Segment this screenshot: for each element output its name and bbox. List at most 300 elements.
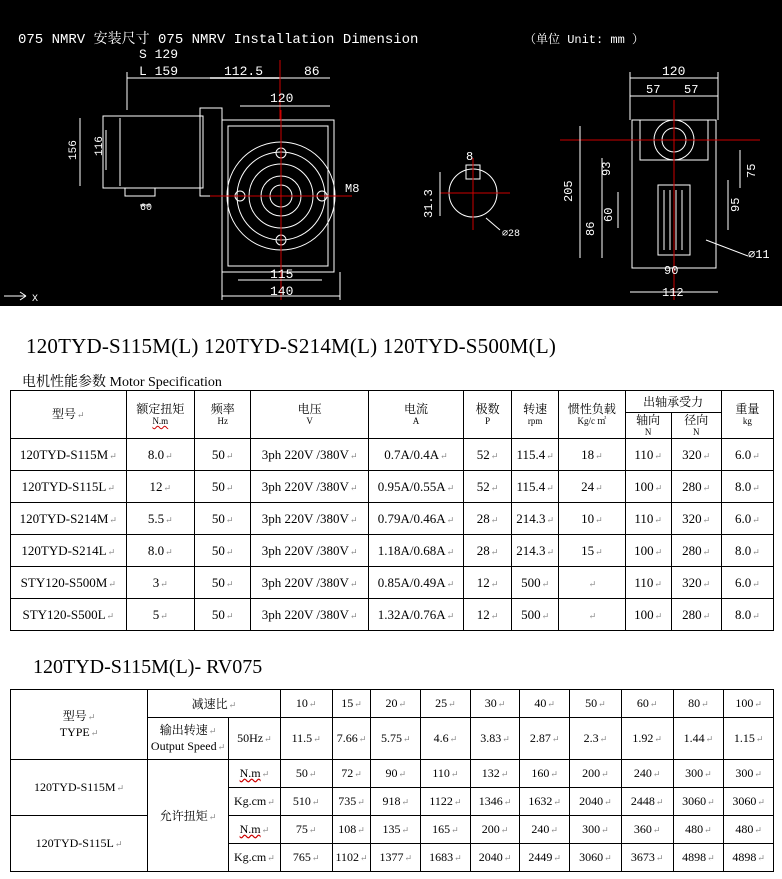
spec-cell-4-10-text: 6.0 bbox=[734, 574, 752, 590]
dim-l159: L 159 bbox=[139, 64, 179, 79]
model-name-0-text: 120TYD-S115M bbox=[33, 780, 116, 794]
unit-kgcm-0-text: Kg.cm bbox=[233, 794, 267, 808]
spec-cell-0-10: 6.0↵ bbox=[721, 439, 773, 471]
spec-cell-0-5-text: 52 bbox=[476, 446, 490, 462]
nm-value-1-7-text: 360 bbox=[633, 822, 652, 836]
dim-156: 156 bbox=[68, 140, 80, 160]
axis-label: X bbox=[32, 294, 39, 305]
spec-cell-0-0-text: 120TYD-S115M bbox=[19, 446, 109, 462]
ratio-value-4-text: 30 bbox=[484, 696, 497, 710]
unit-nm-1: N.m↵ bbox=[228, 816, 280, 844]
spec-cell-2-4: 0.79A/0.46A↵ bbox=[368, 503, 463, 535]
spec-cell-3-0: 120TYD-S214L↵ bbox=[11, 535, 127, 567]
spec-cell-1-7: 24↵ bbox=[559, 471, 625, 503]
speed-value-3: 4.6↵ bbox=[421, 718, 471, 760]
kgcm-value-1-3-text: 1683 bbox=[429, 850, 454, 864]
torque-row-nm bbox=[11, 760, 774, 788]
kgcm-value-0-0-text: 510 bbox=[292, 794, 311, 808]
spec-cell-2-0: 120TYD-S214M↵ bbox=[11, 503, 127, 535]
spec-cell-5-5: 12↵ bbox=[464, 599, 512, 631]
kgcm-value-0-9: 3060↵ bbox=[724, 788, 774, 816]
spec-cell-5-0: STY120-S500L↵ bbox=[11, 599, 127, 631]
spec-cell-1-3: 3ph 220V /380V↵ bbox=[251, 471, 369, 503]
spec-cell-4-8: 110↵ bbox=[625, 567, 671, 599]
side-view bbox=[560, 72, 760, 300]
dim-side-90: 90 bbox=[664, 264, 679, 278]
dim-112-5: 112.5 bbox=[224, 64, 264, 79]
spec-header-current: 电流 A bbox=[368, 391, 463, 439]
spec-cell-1-3-text: 3ph 220V /380V bbox=[261, 478, 349, 494]
unit-nm-0-text: N.m bbox=[239, 766, 261, 780]
nm-value-1-4: 200↵ bbox=[470, 816, 520, 844]
kgcm-value-1-4: 2040↵ bbox=[470, 844, 520, 872]
spec-cell-3-10-text: 8.0 bbox=[734, 542, 752, 558]
spec-cell-5-1-text: 5 bbox=[152, 606, 160, 622]
nm-value-0-8: 300↵ bbox=[673, 760, 724, 788]
ratio-value-1: 15↵ bbox=[332, 690, 371, 718]
kgcm-value-0-2-text: 918 bbox=[382, 794, 401, 808]
nm-value-0-8-text: 300 bbox=[685, 766, 704, 780]
spec-cell-0-4-text: 0.7A/0.4A bbox=[384, 446, 440, 462]
spec-cell-0-0: 120TYD-S115M↵ bbox=[11, 439, 127, 471]
dim-116: 116 bbox=[94, 136, 106, 156]
spec-cell-4-4: 0.85A/0.49A↵ bbox=[368, 567, 463, 599]
nm-value-1-0-text: 75 bbox=[295, 822, 308, 836]
spec-cell-2-2-text: 50 bbox=[211, 510, 225, 526]
speed-value-2-text: 5.75 bbox=[380, 731, 402, 745]
spec-cell-3-5-text: 28 bbox=[476, 542, 490, 558]
spec-cell-3-5: 28↵ bbox=[464, 535, 512, 567]
spec-cell-5-6: 500↵ bbox=[512, 599, 559, 631]
shaft-section-view bbox=[440, 158, 510, 230]
nm-value-1-3-text: 165 bbox=[432, 822, 451, 836]
spec-cell-2-6: 214.3↵ bbox=[512, 503, 559, 535]
spec-cell-5-7: ↵ bbox=[559, 599, 625, 631]
spec-cell-2-7: 10↵ bbox=[559, 503, 625, 535]
speed-value-5-text: 2.87 bbox=[529, 731, 551, 745]
ratio-value-6: 50↵ bbox=[569, 690, 621, 718]
ratio-value-1-text: 15 bbox=[341, 696, 354, 710]
kgcm-value-0-7-text: 2448 bbox=[630, 794, 655, 808]
ratio-value-7-text: 60 bbox=[636, 696, 649, 710]
spec-cell-3-7-text: 15 bbox=[581, 542, 595, 558]
nm-value-1-5-text: 240 bbox=[531, 822, 550, 836]
spec-cell-0-3-text: 3ph 220V /380V bbox=[261, 446, 349, 462]
spec-cell-0-2-text: 50 bbox=[211, 446, 225, 462]
spec-cell-2-5-text: 28 bbox=[476, 510, 490, 526]
nm-value-1-7: 360↵ bbox=[621, 816, 673, 844]
spec-cell-3-4: 1.18A/0.68A↵ bbox=[368, 535, 463, 567]
spec-header-torque: 额定扭矩 N.m bbox=[126, 391, 195, 439]
kgcm-value-1-0-text: 765 bbox=[292, 850, 311, 864]
unit-kgcm-1-text: Kg.cm bbox=[233, 850, 267, 864]
spec-cell-4-0: STY120-S500M↵ bbox=[11, 567, 127, 599]
dim-s129: S 129 bbox=[139, 47, 179, 62]
dim-side-112: 112 bbox=[662, 286, 684, 300]
kgcm-value-1-7: 3673↵ bbox=[621, 844, 673, 872]
spec-cell-4-5-text: 12 bbox=[476, 574, 490, 590]
spec-cell-1-0-text: 120TYD-S115L bbox=[21, 478, 107, 494]
nm-value-0-4: 132↵ bbox=[470, 760, 520, 788]
spec-cell-1-2-text: 50 bbox=[211, 478, 225, 494]
spec-cell-5-2: 50↵ bbox=[195, 599, 251, 631]
spec-cell-2-10: 6.0↵ bbox=[721, 503, 773, 535]
dim-8: 8 bbox=[466, 150, 474, 164]
model-name-1: 120TYD-S115L↵ bbox=[11, 816, 148, 872]
spec-cell-3-3: 3ph 220V /380V↵ bbox=[251, 535, 369, 567]
dim-86: 86 bbox=[304, 64, 320, 79]
nm-value-1-9: 480↵ bbox=[724, 816, 774, 844]
dim-side-93: 93 bbox=[600, 161, 614, 176]
kgcm-value-1-6-text: 3060 bbox=[579, 850, 604, 864]
spec-cell-0-7: 18↵ bbox=[559, 439, 625, 471]
spec-cell-0-6: 115.4↵ bbox=[512, 439, 559, 471]
spec-row bbox=[11, 503, 774, 535]
ratio-value-3-text: 25 bbox=[435, 696, 448, 710]
kgcm-value-1-9: 4898↵ bbox=[724, 844, 774, 872]
nm-value-1-5: 240↵ bbox=[520, 816, 570, 844]
spec-cell-4-3: 3ph 220V /380V↵ bbox=[251, 567, 369, 599]
spec-cell-4-1: 3↵ bbox=[126, 567, 195, 599]
spec-header-radial: 径向 N bbox=[671, 413, 721, 439]
nm-value-1-3: 165↵ bbox=[421, 816, 471, 844]
speed-value-0: 11.5↵ bbox=[280, 718, 332, 760]
spec-cell-1-4: 0.95A/0.55A↵ bbox=[368, 471, 463, 503]
model-name-0: 120TYD-S115M↵ bbox=[11, 760, 148, 816]
spec-cell-4-1-text: 3 bbox=[152, 574, 160, 590]
spec-cell-0-2: 50↵ bbox=[195, 439, 251, 471]
spec-cell-1-5-text: 52 bbox=[476, 478, 490, 494]
kgcm-value-0-9-text: 3060 bbox=[732, 794, 757, 808]
spec-cell-2-6-text: 214.3 bbox=[516, 510, 546, 526]
spec-cell-2-4-text: 0.79A/0.46A bbox=[377, 510, 446, 526]
nm-value-0-3: 110↵ bbox=[421, 760, 471, 788]
torque-label-text: 允许扭矩 bbox=[159, 809, 208, 823]
dim-28: ⌀28 bbox=[502, 229, 521, 240]
torque-label: 允许扭矩↵ bbox=[148, 760, 229, 872]
spec-cell-1-1-text: 12 bbox=[149, 478, 163, 494]
spec-cell-0-8-text: 110 bbox=[634, 446, 654, 462]
spec-cell-0-1: 8.0↵ bbox=[126, 439, 195, 471]
spec-cell-0-1-text: 8.0 bbox=[147, 446, 165, 462]
spec-row bbox=[11, 599, 774, 631]
nm-value-0-5: 160↵ bbox=[520, 760, 570, 788]
spec-cell-5-0-text: STY120-S500L bbox=[22, 606, 106, 622]
nm-value-0-4-text: 132 bbox=[481, 766, 500, 780]
speed-value-9: 1.15↵ bbox=[724, 718, 774, 760]
spec-cell-3-3-text: 3ph 220V /380V bbox=[261, 542, 349, 558]
spec-cell-4-8-text: 110 bbox=[634, 574, 654, 590]
speed-value-0-text: 11.5 bbox=[291, 731, 313, 745]
models-heading: 120TYD-S115M(L) 120TYD-S214M(L) 120TYD-S500M(L) bbox=[26, 334, 557, 358]
spec-row bbox=[11, 439, 774, 471]
spec-cell-5-9-text: 280 bbox=[682, 606, 702, 622]
spec-cell-3-9: 280↵ bbox=[671, 535, 721, 567]
kgcm-value-0-4-text: 1346 bbox=[478, 794, 503, 808]
ratio-value-0-text: 10 bbox=[295, 696, 308, 710]
axis-icon bbox=[4, 292, 26, 300]
kgcm-value-1-5: 2449↵ bbox=[520, 844, 570, 872]
nm-value-0-6: 200↵ bbox=[569, 760, 621, 788]
spec-cell-5-8-text: 100 bbox=[634, 606, 654, 622]
speed-value-4-text: 3.83 bbox=[480, 731, 502, 745]
kgcm-value-0-4: 1346↵ bbox=[470, 788, 520, 816]
kgcm-value-1-9-text: 4898 bbox=[732, 850, 757, 864]
spec-cell-3-1: 8.0↵ bbox=[126, 535, 195, 567]
nm-value-1-9-text: 480 bbox=[735, 822, 754, 836]
spec-cell-4-6: 500↵ bbox=[512, 567, 559, 599]
speed-value-8: 1.44↵ bbox=[673, 718, 724, 760]
dim-m8: M8 bbox=[345, 182, 360, 196]
nm-value-1-2: 135↵ bbox=[371, 816, 421, 844]
spec-cell-3-2-text: 50 bbox=[211, 542, 225, 558]
spec-cell-3-6-text: 214.3 bbox=[516, 542, 546, 558]
spec-cell-1-5: 52↵ bbox=[464, 471, 512, 503]
drawing-unit: （单位 Unit: mm ） bbox=[524, 33, 645, 47]
ratio-value-9-text: 100 bbox=[735, 696, 754, 710]
dim-31-3: 31.3 bbox=[422, 189, 436, 218]
nm-value-1-8: 480↵ bbox=[673, 816, 724, 844]
ratio-value-0: 10↵ bbox=[280, 690, 332, 718]
spec-cell-2-7-text: 10 bbox=[581, 510, 595, 526]
spec-cell-1-10: 8.0↵ bbox=[721, 471, 773, 503]
dim-side-57b: 57 bbox=[684, 83, 699, 97]
speed-value-3-text: 4.6 bbox=[433, 731, 449, 745]
spec-cell-0-10-text: 6.0 bbox=[734, 446, 752, 462]
kgcm-value-0-5: 1632↵ bbox=[520, 788, 570, 816]
spec-cell-0-4: 0.7A/0.4A↵ bbox=[368, 439, 463, 471]
spec-cell-5-1: 5↵ bbox=[126, 599, 195, 631]
spec-cell-4-10: 6.0↵ bbox=[721, 567, 773, 599]
ratio-value-8: 80↵ bbox=[673, 690, 724, 718]
kgcm-value-0-6-text: 2040 bbox=[579, 794, 604, 808]
nm-value-1-8-text: 480 bbox=[685, 822, 704, 836]
nm-value-1-1: 108↵ bbox=[332, 816, 371, 844]
output-speed-label: 输出转速↵ Output Speed↵ bbox=[148, 718, 229, 760]
dim-side-120: 120 bbox=[662, 64, 686, 79]
spec-cell-4-2-text: 50 bbox=[211, 574, 225, 590]
spec-cell-0-3: 3ph 220V /380V↵ bbox=[251, 439, 369, 471]
spec-cell-1-0: 120TYD-S115L↵ bbox=[11, 471, 127, 503]
kgcm-value-1-0: 765↵ bbox=[280, 844, 332, 872]
kgcm-value-1-2: 1377↵ bbox=[371, 844, 421, 872]
ratio-value-9: 100↵ bbox=[724, 690, 774, 718]
dim-side-95: 95 bbox=[729, 197, 743, 212]
kgcm-value-0-8: 3060↵ bbox=[673, 788, 724, 816]
motor-spec-heading: 电机性能参数 Motor Specification bbox=[22, 375, 222, 390]
kgcm-value-1-1: 1102↵ bbox=[332, 844, 371, 872]
spec-cell-2-8-text: 110 bbox=[634, 510, 654, 526]
spec-header-model: 型号↵ bbox=[11, 391, 127, 439]
nm-value-0-0-text: 50 bbox=[295, 766, 308, 780]
kgcm-value-0-3: 1122↵ bbox=[421, 788, 471, 816]
spec-cell-3-1-text: 8.0 bbox=[147, 542, 165, 558]
kgcm-value-0-6: 2040↵ bbox=[569, 788, 621, 816]
spec-cell-2-1: 5.5↵ bbox=[126, 503, 195, 535]
nm-value-0-5-text: 160 bbox=[531, 766, 550, 780]
spec-cell-5-10: 8.0↵ bbox=[721, 599, 773, 631]
ratio-value-4: 30↵ bbox=[470, 690, 520, 718]
spec-cell-5-4-text: 1.32A/0.76A bbox=[377, 606, 446, 622]
spec-cell-5-6-text: 500 bbox=[521, 606, 541, 622]
spec-cell-4-3-text: 3ph 220V /380V bbox=[261, 574, 349, 590]
drawing-title: 075 NMRV 安装尺寸 075 NMRV Installation Dimension bbox=[18, 32, 419, 48]
unit-nm-0: N.m↵ bbox=[228, 760, 280, 788]
spec-cell-3-6: 214.3↵ bbox=[512, 535, 559, 567]
speed-value-7: 1.92↵ bbox=[621, 718, 673, 760]
nm-value-1-0: 75↵ bbox=[280, 816, 332, 844]
kgcm-value-1-1-text: 1102 bbox=[335, 850, 359, 864]
dim-side-60: 60 bbox=[602, 207, 616, 222]
hz-cell: 50Hz↵ bbox=[228, 718, 280, 760]
spec-header-weight: 重量 kg bbox=[721, 391, 773, 439]
spec-header-frequency: 频率 Hz bbox=[195, 391, 251, 439]
spec-cell-1-1: 12↵ bbox=[126, 471, 195, 503]
rv-heading: 120TYD-S115M(L)- RV075 bbox=[33, 656, 263, 678]
spec-cell-2-10-text: 6.0 bbox=[734, 510, 752, 526]
spec-cell-4-7: ↵ bbox=[559, 567, 625, 599]
nm-value-0-1-text: 72 bbox=[341, 766, 354, 780]
kgcm-value-1-3: 1683↵ bbox=[421, 844, 471, 872]
spec-cell-1-7-text: 24 bbox=[581, 478, 595, 494]
spec-cell-2-3: 3ph 220V /380V↵ bbox=[251, 503, 369, 535]
spec-cell-5-10-text: 8.0 bbox=[734, 606, 752, 622]
spec-header-voltage: 电压 V bbox=[251, 391, 369, 439]
nm-value-0-0: 50↵ bbox=[280, 760, 332, 788]
spec-cell-2-1-text: 5.5 bbox=[147, 510, 165, 526]
spec-cell-4-4-text: 0.85A/0.49A bbox=[377, 574, 446, 590]
spec-cell-3-8-text: 100 bbox=[634, 542, 654, 558]
nm-value-0-2: 90↵ bbox=[371, 760, 421, 788]
kgcm-value-0-8-text: 3060 bbox=[682, 794, 707, 808]
ratio-value-2: 20↵ bbox=[371, 690, 421, 718]
spec-cell-4-0-text: STY120-S500M bbox=[20, 574, 108, 590]
spec-header-inertia: 惯性负载 Kg/c ㎡ bbox=[559, 391, 625, 439]
dim-side-205: 205 bbox=[562, 180, 576, 202]
speed-value-4: 3.83↵ bbox=[470, 718, 520, 760]
spec-cell-5-9: 280↵ bbox=[671, 599, 721, 631]
spec-header-axial: 轴向 N bbox=[625, 413, 671, 439]
dim-side-11: ⌀11 bbox=[748, 248, 770, 262]
model-name-1-text: 120TYD-S115L bbox=[35, 836, 114, 850]
nm-value-1-4-text: 200 bbox=[481, 822, 500, 836]
dim-side-57a: 57 bbox=[646, 83, 661, 97]
spec-cell-0-5: 52↵ bbox=[464, 439, 512, 471]
kgcm-value-1-8: 4898↵ bbox=[673, 844, 724, 872]
spec-cell-0-9-text: 320 bbox=[682, 446, 702, 462]
ratio-value-8-text: 80 bbox=[688, 696, 701, 710]
spec-cell-3-4-text: 1.18A/0.68A bbox=[377, 542, 446, 558]
speed-value-8-text: 1.44 bbox=[683, 731, 705, 745]
spec-cell-2-9-text: 320 bbox=[682, 510, 702, 526]
torque-row-nm bbox=[11, 816, 774, 844]
spec-cell-2-5: 28↵ bbox=[464, 503, 512, 535]
unit-kgcm-1: Kg.cm↵ bbox=[228, 844, 280, 872]
nm-value-0-9-text: 300 bbox=[735, 766, 754, 780]
nm-value-0-6-text: 200 bbox=[582, 766, 601, 780]
kgcm-value-1-5-text: 2449 bbox=[528, 850, 553, 864]
spec-cell-3-10: 8.0↵ bbox=[721, 535, 773, 567]
spec-row bbox=[11, 567, 774, 599]
kgcm-value-0-3-text: 1122 bbox=[429, 794, 453, 808]
spec-cell-1-9: 280↵ bbox=[671, 471, 721, 503]
kgcm-value-0-1: 735↵ bbox=[332, 788, 371, 816]
kgcm-value-1-7-text: 3673 bbox=[630, 850, 655, 864]
speed-value-7-text: 1.92 bbox=[632, 731, 654, 745]
spec-cell-1-6: 115.4↵ bbox=[512, 471, 559, 503]
spec-header-poles: 极数 P bbox=[464, 391, 512, 439]
speed-value-1: 7.66↵ bbox=[332, 718, 371, 760]
installation-drawing bbox=[0, 0, 782, 306]
kgcm-value-0-1-text: 735 bbox=[338, 794, 357, 808]
nm-value-0-7-text: 240 bbox=[633, 766, 652, 780]
ratio-value-3: 25↵ bbox=[421, 690, 471, 718]
spec-header-shaft-load: 出轴承受力 bbox=[625, 391, 721, 413]
kgcm-value-0-0: 510↵ bbox=[280, 788, 332, 816]
speed-value-1-text: 7.66 bbox=[336, 731, 358, 745]
nm-value-0-3-text: 110 bbox=[432, 766, 450, 780]
spec-cell-1-6-text: 115.4 bbox=[516, 478, 546, 494]
spec-cell-0-8: 110↵ bbox=[625, 439, 671, 471]
spec-cell-5-4: 1.32A/0.76A↵ bbox=[368, 599, 463, 631]
spec-cell-1-8: 100↵ bbox=[625, 471, 671, 503]
speed-value-6: 2.3↵ bbox=[569, 718, 621, 760]
spec-cell-0-9: 320↵ bbox=[671, 439, 721, 471]
nm-value-1-2-text: 135 bbox=[382, 822, 401, 836]
spec-cell-2-0-text: 120TYD-S214M bbox=[19, 510, 109, 526]
spec-cell-4-2: 50↵ bbox=[195, 567, 251, 599]
ratio-value-6-text: 50 bbox=[585, 696, 598, 710]
nm-value-0-7: 240↵ bbox=[621, 760, 673, 788]
dim-120: 120 bbox=[270, 91, 294, 106]
dim-140: 140 bbox=[270, 284, 294, 299]
dim-115: 115 bbox=[270, 267, 294, 282]
kgcm-value-1-4-text: 2040 bbox=[478, 850, 503, 864]
spec-cell-0-7-text: 18 bbox=[581, 446, 595, 462]
spec-cell-4-6-text: 500 bbox=[521, 574, 541, 590]
front-view bbox=[80, 60, 352, 300]
unit-nm-1-text: N.m bbox=[239, 822, 261, 836]
kgcm-value-1-8-text: 4898 bbox=[682, 850, 707, 864]
dim-60: 60 bbox=[140, 203, 153, 214]
ratio-table bbox=[10, 689, 774, 872]
ratio-value-2-text: 20 bbox=[385, 696, 398, 710]
unit-kgcm-0: Kg.cm↵ bbox=[228, 788, 280, 816]
nm-value-0-1: 72↵ bbox=[332, 760, 371, 788]
spec-cell-0-6-text: 115.4 bbox=[516, 446, 546, 462]
spec-cell-3-9-text: 280 bbox=[682, 542, 702, 558]
nm-value-1-6-text: 300 bbox=[582, 822, 601, 836]
spec-header-speed: 转速 rpm bbox=[512, 391, 559, 439]
kgcm-value-1-2-text: 1377 bbox=[379, 850, 404, 864]
dim-side-86: 86 bbox=[584, 221, 598, 236]
ratio-label-cell: 减速比↵ bbox=[148, 690, 281, 718]
spec-cell-1-10-text: 8.0 bbox=[734, 478, 752, 494]
spec-cell-3-8: 100↵ bbox=[625, 535, 671, 567]
spec-cell-1-9-text: 280 bbox=[682, 478, 702, 494]
nm-value-1-6: 300↵ bbox=[569, 816, 621, 844]
spec-cell-5-8: 100↵ bbox=[625, 599, 671, 631]
spec-cell-1-8-text: 100 bbox=[634, 478, 654, 494]
kgcm-value-0-2: 918↵ bbox=[371, 788, 421, 816]
spec-cell-3-2: 50↵ bbox=[195, 535, 251, 567]
ratio-value-7: 60↵ bbox=[621, 690, 673, 718]
speed-value-6-text: 2.3 bbox=[583, 731, 599, 745]
spec-cell-5-3: 3ph 220V /380V↵ bbox=[251, 599, 369, 631]
spec-cell-3-7: 15↵ bbox=[559, 535, 625, 567]
ratio-type-header: 型号↵ TYPE↵ bbox=[11, 690, 148, 760]
speed-value-5: 2.87↵ bbox=[520, 718, 570, 760]
